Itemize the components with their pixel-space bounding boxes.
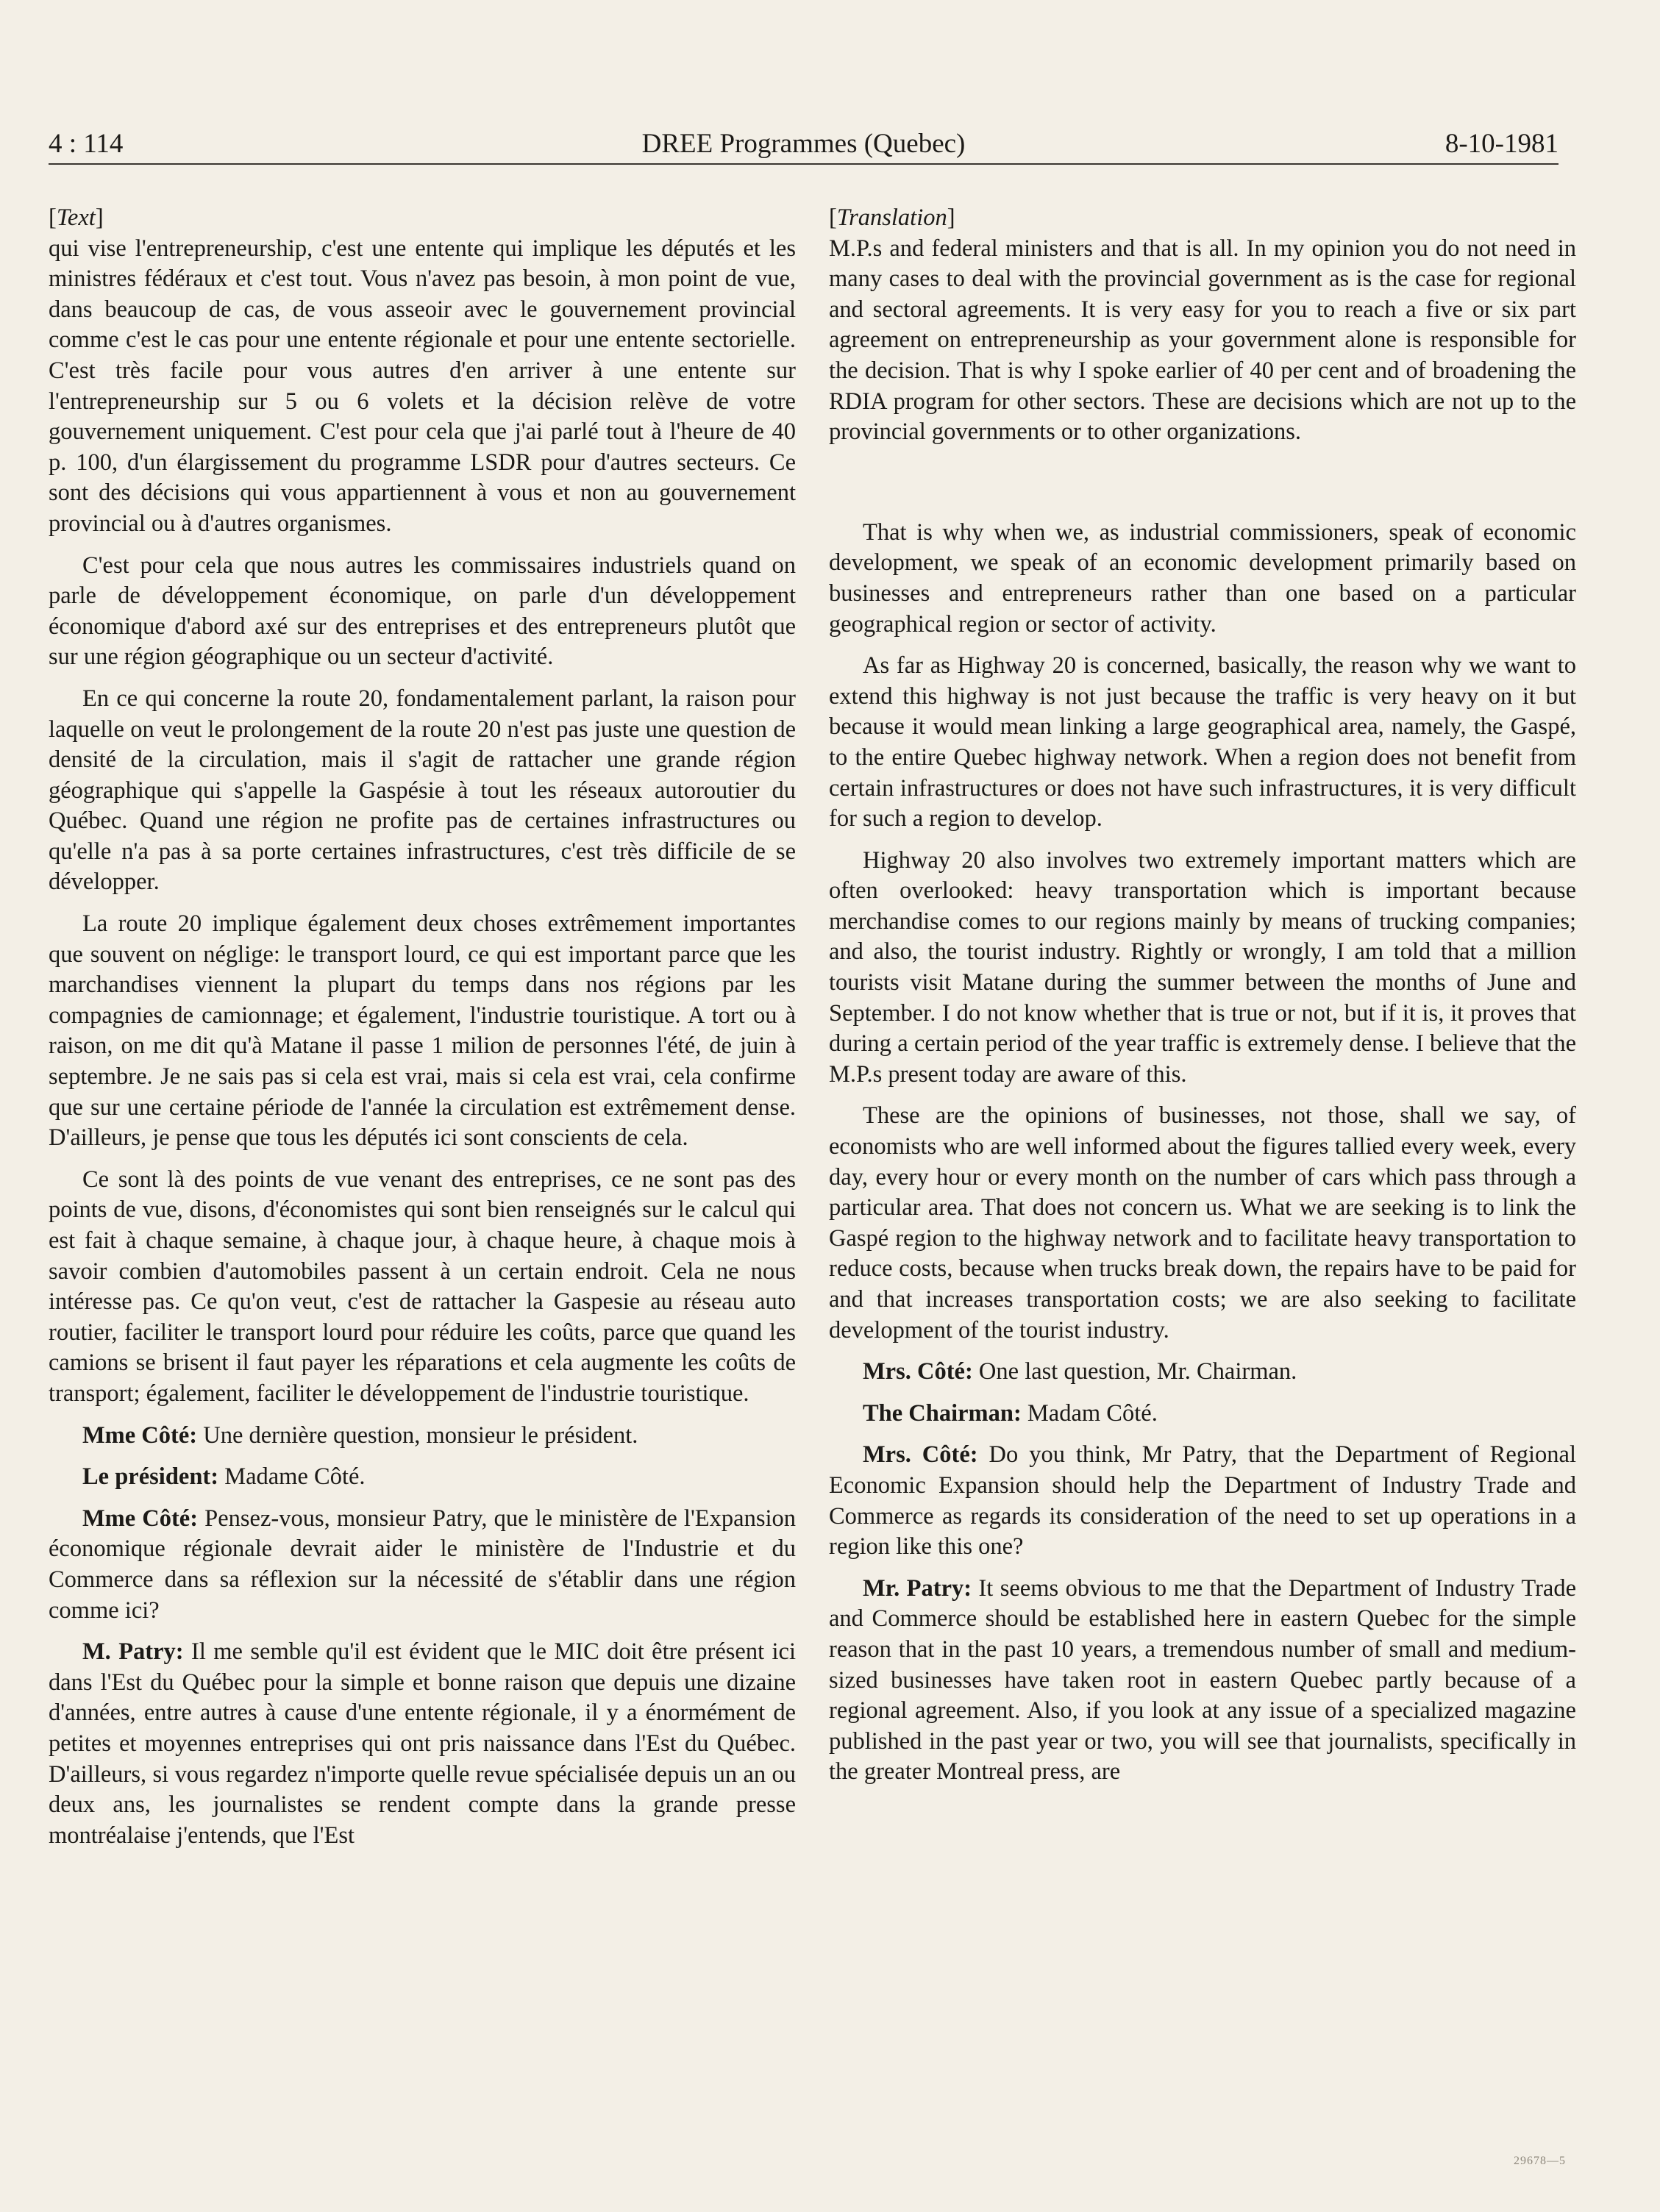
paragraph: These are the opinions of businesses, not those, shall we say, of economists who are well informed about the figures tallied every week, every day, every hour or every month on the number of cars which pass through a particular area. That does not concern us. What we are seeking is to link the Gaspé region to the highway network and to facilitate heavy transportation to reduce costs, because when trucks break down, the repairs have to be paid for and that increases transportation costs; we are also seeking to facilitate development of the tourist industry. — [829, 1102, 1576, 1344]
running-header — [49, 125, 1559, 163]
publication-title: DREE Programmes (Quebec) — [641, 129, 966, 159]
speaker-name: Mme Côté: — [82, 1421, 198, 1449]
page-number: 4 : 114 — [49, 129, 124, 159]
speaker-name: Mrs. Côté: — [863, 1441, 978, 1469]
print-code: 29678—5 — [1514, 2155, 1566, 2167]
exchange — [49, 1421, 796, 1452]
speech-text: Do you think, Mr Patry, that the Department of Regional Economic Expansion should help the Department of Industry Trade and Commerce as regards its consideration of the need to set up operations in a region like this one? — [829, 1441, 1576, 1560]
exchange — [49, 1462, 796, 1493]
speaker-name: Mme Côté: — [82, 1505, 199, 1532]
speaker-name: M. Patry: — [82, 1638, 184, 1666]
exchange — [829, 1574, 1576, 1788]
speaker-name: The Chairman: — [863, 1399, 1022, 1427]
paragraph: En ce qui concerne la route 20, fondamentalement parlant, la raison pour laquelle on veut le prolongement de la route 20 n'est pas juste une question de densité de la circulation, mais il s'agit de rattacher une grande région géographique qui s'appelle la Gaspésie à tout les réseaux autoroutier du Québec. Quand une région ne profite pas de certaines infrastructures ou qu'elle n'a pas à sa porte certaines infrastructures, c'est très difficile de se développer. — [49, 685, 796, 896]
speech-text: Une dernière question, monsieur le président. — [197, 1421, 638, 1449]
exchange — [829, 1399, 1576, 1430]
header-rule — [49, 163, 1559, 165]
paragraph: M.P.s and federal ministers and that is all. In my opinion you do not need in many cases to deal with the provincial government as is the case for regional and sectoral agreements. It is very easy for you to reach a five or six part agreement on entrepreneurship as your government alone is responsible for the decision. That is why I spoke earlier of 40 per cent and of broadening the RDIA program for other sectors. These are decisions which are not up to the provincial governments or to other organizations. — [829, 235, 1576, 446]
speech-text: Madame Côté. — [218, 1463, 366, 1491]
exchange — [49, 1637, 796, 1851]
exchange — [829, 1440, 1576, 1562]
speech-text: It seems obvious to me that the Department of Industry Trade and Commerce should be established here in eastern Quebec for the simple reason that in the past 10 years, a tremendous number of small and medium-sized businesses have taken root in eastern Quebec partly because of a regional agreement. Also, if you look at any issue of a specialized magazine published in the past year or two, you will see that journalists, specifically in the greater Montreal press, are — [829, 1574, 1576, 1785]
paragraph: Ce sont là des points de vue venant des entreprises, ce ne sont pas des points de vue, disons, d'économistes qui sont bien renseignés sur le calcul qui est fait à chaque semaine, à chaque jour, à chaque heure, à chaque mois à savoir combien d'automobiles passent à un certain endroit. Cela ne nous intéresse pas. Ce qu'on veut, c'est de rattacher la Gaspesie au réseau auto routier, faciliter le transport lourd pour réduire les coûts, parce que quand les camions se brisent il faut payer les réparations et cela augmente les coûts de transport; également, faciliter le développement de l'industrie touristique. — [49, 1166, 796, 1407]
paragraph: As far as Highway 20 is concerned, basically, the reason why we want to extend this highway is not just because the traffic is very heavy on it but because it would mean linking a large geographical area, namely, the Gaspé, to the entire Quebec highway network. When a region does not benefit from certain infrastructures or does not have such infrastructures, it is very difficult for such a region to develop. — [829, 652, 1576, 832]
language-marker: [Translation] — [829, 204, 955, 231]
exchange — [49, 1504, 796, 1626]
speech-text: Pensez-vous, monsieur Patry, que le ministère de l'Expansion économique régionale devrait aider le ministère de l'Industrie et du Commerce dans sa réflexion sur la nécessité de s'établir dans une région comme ici? — [49, 1505, 797, 1624]
paragraph: C'est pour cela que nous autres les commissaires industriels quand on parle de développement économique, on parle d'un développement économique d'abord axé sur des entreprises et des entrepreneurs plutôt que sur une région géographique ou un secteur d'activité. — [49, 552, 796, 671]
speech-text: One last question, Mr. Chairman. — [972, 1358, 1297, 1385]
french-text-column — [49, 203, 796, 1862]
issue-date: 8-10-1981 — [1445, 129, 1559, 159]
speech-text: Il me semble qu'il est évident que le MIC doit être présent ici dans l'Est du Québec pour la simple et bonne raison que depuis une dizaine d'années, entre autres à cause d'une entente régionale, il y a énormément de petites et moyennes entreprises qui ont pris naissance dans l'Est du Québec. D'ailleurs, si vous regardez n'importe quelle revue spécialisée depuis un an ou deux ans, les journalistes se rendent compte dans la grande presse montréalaise j'entends, que l'Est — [49, 1638, 796, 1849]
english-translation-column — [829, 203, 1576, 1799]
paragraph: That is why when we, as industrial commissioners, speak of economic development, we speak of an economic development primarily based on businesses and entrepreneurs rather than one based on a particular geographical region or sector of activity. — [829, 518, 1576, 638]
language-marker: [Text] — [49, 204, 104, 231]
paragraph: La route 20 implique également deux choses extrêmement importantes que souvent on néglige: le transport lourd, ce qui est important parce que les marchandises viennent la plupart du temps dans nos régions par les compagnies de camionnage; et également, l'industrie touristique. A tort ou à raison, on me dit qu'à Matane il passe 1 milion de personnes l'été, de juin à septembre. Je ne sais pas si cela est vrai, mais si cela est vrai, cela confirme que sur une certaine période de l'année la circulation est extrêmement dense. D'ailleurs, je pense que tous les députés ici sont conscients de cela. — [49, 910, 796, 1152]
paragraph: Highway 20 also involves two extremely important matters which are often overlooked: heavy transportation which is important because merchandise comes to our regions mainly by means of trucking companies; and also, the tourist industry. Rightly or wrongly, I am told that a million tourists visit Matane during the summer between the months of June and September. I do not know whether that is true or not, but if it is, it proves that during a certain period of the year traffic is extremely dense. I believe that the M.P.s present today are aware of this. — [829, 846, 1576, 1088]
speaker-name: Mr. Patry: — [863, 1574, 972, 1602]
exchange — [829, 1357, 1576, 1388]
speaker-name: Le président: — [82, 1463, 219, 1491]
speaker-name: Mrs. Côté: — [863, 1358, 973, 1385]
speech-text: Madam Côté. — [1021, 1399, 1158, 1427]
paragraph: qui vise l'entrepreneurship, c'est une entente qui implique les députés et les ministres fédéraux et c'est tout. Vous n'avez pas besoin, à mon point de vue, dans beaucoup de cas, de vous asseoir avec le gouvernement provincial comme c'est le cas pour une entente régionale et pour une entente sectorielle. C'est très facile pour vous autres d'en arriver à une entente sur l'entrepreneurship sur 5 ou 6 volets et la décision relève de votre gouvernement uniquement. C'est pour cela que j'ai parlé tout à l'heure de 40 p. 100, d'un élargissement du programme LSDR pour d'autres secteurs. Ce sont des décisions qui vous appartiennent à vous et non au gouvernement provincial ou à d'autres organismes. — [49, 235, 796, 537]
